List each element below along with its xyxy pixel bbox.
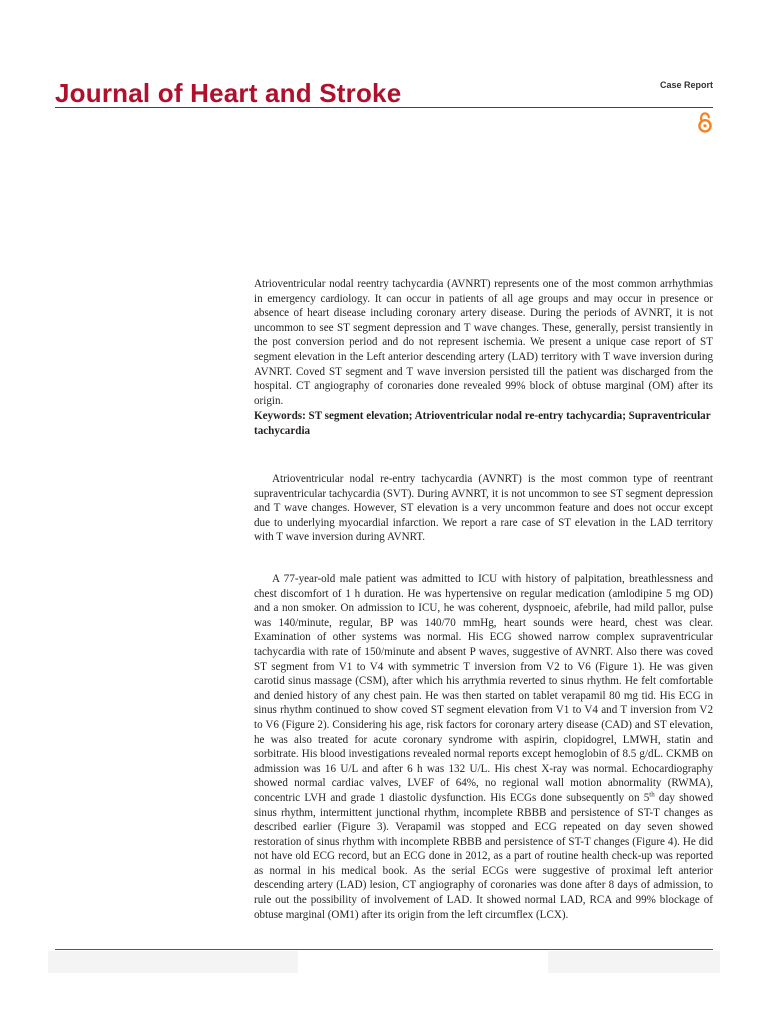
article-type-label: Case Report (659, 80, 713, 90)
case-report-paragraph (254, 572, 713, 922)
case-text-part2: day showed sinus rhythm, intermittent junctional rhythm, incomplete RBBB and persistence of ST-T changes as described earlier (Figure 3). Verapamil was stopped and ECG repeated on day seven showed restoration of sinus rhythm with incomplete RBBB and persistence of ST-T changes (Figure 4). He did not have old ECG record, but an ECG done in 2012, as a part of routine health check-up was reported as normal in his medical book. As the serial ECGs were suggestive of proximal left anterior descending artery (LAD) lesion, CT angiography of coronaries was done after 8 days of admission, to rule out the possibility of involvement of LAD. It showed normal LAD, RCA and 99% blockage of obtuse marginal (OM1) after its origin from the left circumflex (LCX). (254, 791, 713, 921)
introduction-paragraph (254, 472, 713, 545)
footer-band-right (548, 951, 720, 973)
abstract-text: Atrioventricular nodal reentry tachycardia (AVNRT) represents one of the most common arrhythmias in emergency cardiology. It can occur in patients of all age groups and may occur in presence or absence of heart disease including coronary artery disease. During the periods of AVNRT, it is not uncommon to see ST segment depression and T wave changes. These, generally, persist transiently in the post conversion period and do not represent ischemia. We present a unique case report of ST segment elevation in the Left anterior descending artery (LAD) territory with T wave inversion during AVNRT. Coved ST segment and T wave inversion persisted till the patient was discharged from the hospital. CT angiography of coronaries done revealed 99% block of obtuse marginal (OM) after its origin. (254, 278, 713, 407)
introduction-text: Atrioventricular nodal re-entry tachycardia (AVNRT) is the most common type of reentrant supraventricular tachycardia (SVT). During AVNRT, it is not uncommon to see ST segment depression and T wave changes. However, ST elevation is a very uncommon feature and does not occur except due to underlying myocardial infarction. We report a rare case of ST elevation in the LAD territory with T wave inversion during AVNRT. (254, 473, 713, 544)
header-divider (55, 107, 713, 108)
footer-divider (55, 949, 713, 950)
keywords: Keywords: ST segment elevation; Atrioventricular nodal re-entry tachycardia; Supraventricular tachycardia (254, 410, 711, 437)
journal-title: Journal of Heart and Stroke (55, 78, 402, 108)
abstract-paragraph (254, 277, 713, 408)
case-text (254, 572, 713, 922)
open-access-lock-icon (697, 111, 713, 133)
footer-band-left (48, 951, 298, 973)
ordinal-superscript: th (649, 790, 655, 799)
case-text-part1: A 77-year-old male patient was admitted to ICU with history of palpitation, breathlessness and chest discomfort of 1 h duration. He was hypertensive on regular medication (amlodipine 5 mg OD) and a non smoker. On admission to ICU, he was coherent, dyspnoeic, afebrile, had mild pallor, pulse was 140/minute, regular, BP was 140/70 mmHg, heart sounds were heard, chest was clear. Examination of other systems was normal. His ECG showed narrow complex supraventricular tachycardia with rate of 150/minute and absent P waves, suggestive of AVNRT. Also there was coved ST segment from V1 to V4 with symmetric T inversion from V2 to V6 (Figure 1). He was given carotid sinus massage (CSM), after which his arrythmia reverted to sinus rhythm. He felt comfortable and denied history of any chest pain. He was then started on tablet verapamil 80 mg tid. His ECG in sinus rhythm continued to show coved ST segment elevation from V1 to V4 and T inversion from V2 to V6 (Figure 2). Considering his age, risk factors for coronary artery disease (CAD) and ST elevation, he was also treated for acute coronary syndrome with aspirin, clopidogrel, LMWH, statin and sorbitrate. His blood investigations revealed normal reports except hemoglobin of 8.5 g/dL. CKMB on admission was 16 U/L and after 6 h was 132 U/L. His chest X-ray was normal. Echocardiography showed normal cardiac valves, LVEF of 64%, no regional wall motion abnormality (RWMA), concentric LVH and grade 1 diastolic dysfunction. His ECGs done subsequently on 5 (254, 573, 713, 804)
